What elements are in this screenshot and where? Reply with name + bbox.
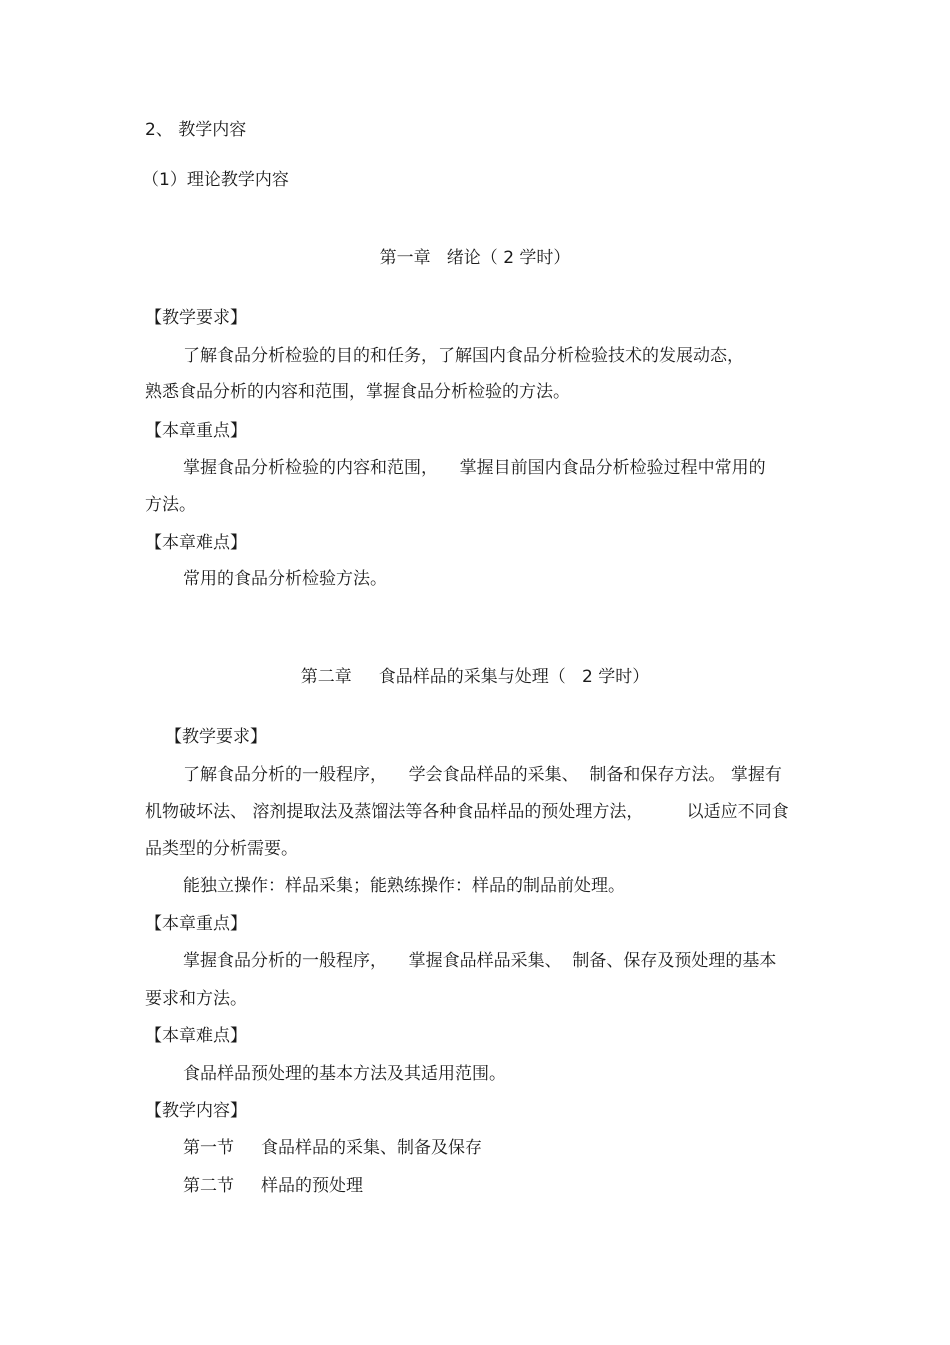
chapter1-focus-line: 掌握食品分析检验的内容和范围， 掌握目前国内食品分析检验过程中常用的 [183,458,766,478]
section-heading: 2、 教学内容 [145,120,247,140]
chapter2-content-line: 第一节 食品样品的采集、制备及保存 [183,1138,483,1158]
chapter2-difficulty-label: 【本章难点】 [145,1026,247,1046]
chapter2-requirements-label: 【教学要求】 [165,727,267,747]
chapter2-content-line: 第二节 样品的预处理 [183,1176,364,1196]
chapter2-requirements-line: 了解食品分析的一般程序， 学会食品样品的采集、 制备和保存方法。 掌握有 [183,765,782,785]
chapter2-requirements-line: 品类型的分析需要。 [145,839,298,859]
chapter2-title: 第二章 食品样品的采集与处理（ 2 学时） [300,667,650,687]
chapter2-focus-label: 【本章重点】 [145,914,247,934]
chapter2-focus-line: 掌握食品分析的一般程序， 掌握食品样品采集、 制备、保存及预处理的基本 [183,951,777,971]
chapter1-focus-label: 【本章重点】 [145,421,247,441]
chapter2-focus-line: 要求和方法。 [145,989,247,1009]
chapter2-requirements-line: 机物破坏法、 溶剂提取法及蒸馏法等各种食品样品的预处理方法， 以适应不同食 [145,802,789,822]
chapter1-requirements-label: 【教学要求】 [145,308,247,328]
chapter1-title: 第一章 绪论（ 2 学时） [379,248,571,268]
subsection-heading: （1）理论教学内容 [142,170,289,190]
chapter1-focus-line: 方法。 [145,495,196,515]
chapter1-difficulty-label: 【本章难点】 [145,533,247,553]
chapter1-difficulty-line: 常用的食品分析检验方法。 [183,569,387,589]
chapter1-requirements-line: 熟悉食品分析的内容和范围，掌握食品分析检验的方法。 [145,382,570,402]
chapter2-content-label: 【教学内容】 [145,1101,247,1121]
chapter1-requirements-line: 了解食品分析检验的目的和任务，了解国内食品分析检验技术的发展动态， [183,346,744,366]
chapter2-difficulty-line: 食品样品预处理的基本方法及其适用范围。 [183,1064,506,1084]
chapter2-requirements-line: 能独立操作：样品采集；能熟练操作：样品的制品前处理。 [183,876,625,896]
